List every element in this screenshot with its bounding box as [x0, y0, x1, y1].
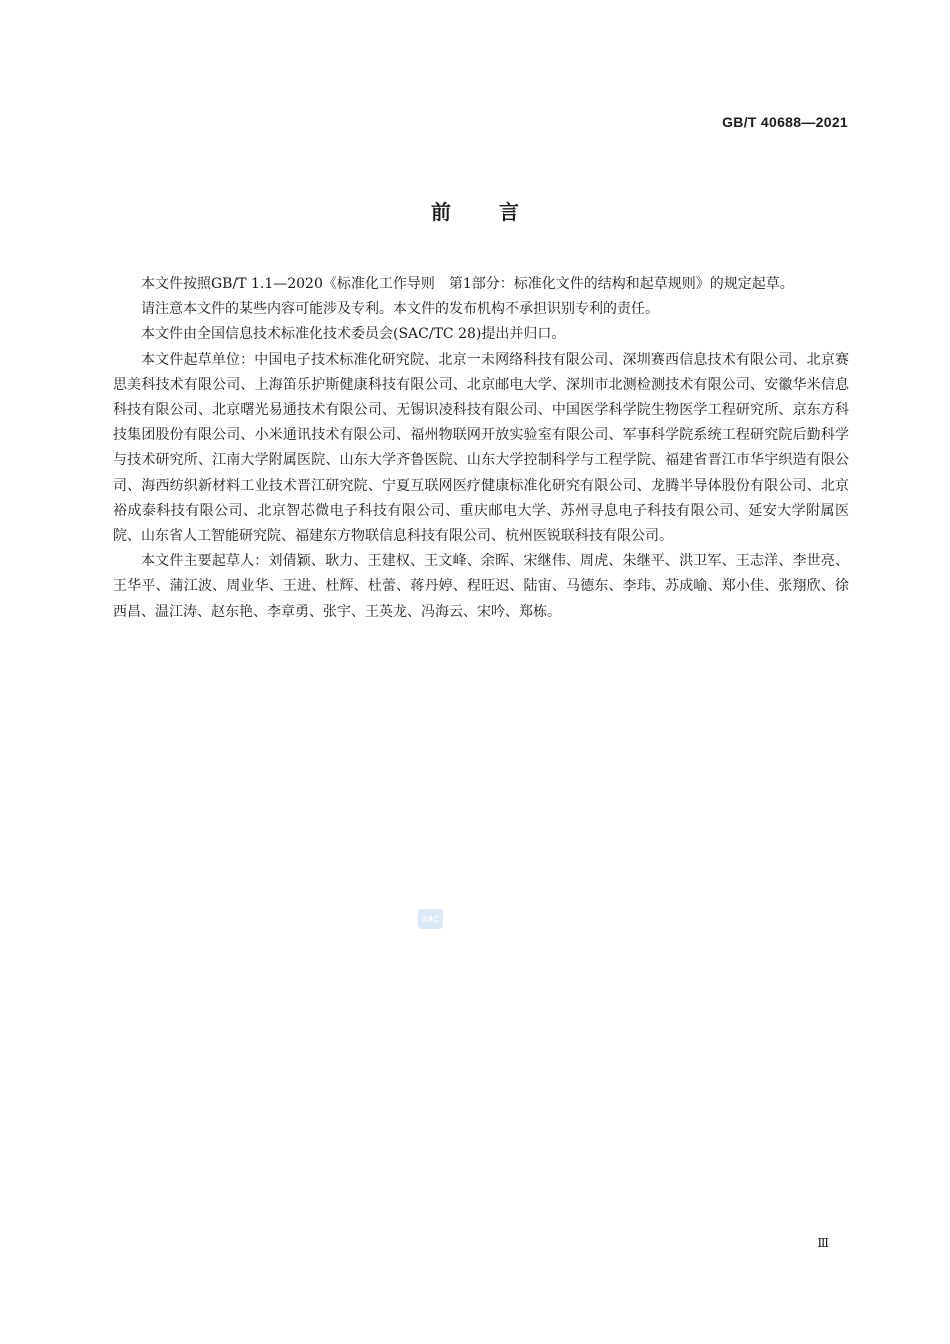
paragraph-drafting-units: 本文件起草单位：中国电子技术标准化研究院、北京一未网络科技有限公司、深圳赛西信息技术有限公司、北京赛思美科技术有限公司、上海笛乐护斯健康科技有限公司、北京邮电大学、深圳市北测检测技术有限公司、安徽华米信息科技有限公司、北京曙光易通技术有限公司、无锡识凌科技有限公司、中国医学科学院生物医学工程研究所、京东方科技集团股份有限公司、小米通讯技术有限公司、福州物联网开放实验室有限公司、军事科学院系统工程研究院后勤科学与技术研究所、江南大学附属医院、山东大学齐鲁医院、山东大学控制科学与工程学院、福建省晋江市华宇织造有限公司、海西纺织新材料工业技术晋江研究院、宁夏互联网医疗健康标准化研究有限公司、龙腾半导体股份有限公司、北京裕成泰科技有限公司、北京智芯微电子科技有限公司、重庆邮电大学、苏州寻息电子科技有限公司、延安大学附属医院、山东省人工智能研究院、福建东方物联信息科技有限公司、杭州医锐联科技有限公司。	[113, 351, 849, 545]
foreword-body	[113, 272, 849, 625]
paragraph-drafters: 本文件主要起草人：刘倩颖、耿力、王建权、王文峰、余晖、宋继伟、周虎、朱继平、洪卫军、王志洋、李世亮、王华平、蒲江波、周业华、王进、杜辉、杜蕾、蒋丹婷、程旺迟、陆宙、马德东、李玮、苏成喻、郑小佳、张翔欣、徐西昌、温江涛、赵东艳、李章勇、张宇、王英龙、冯海云、宋吟、郑栋。	[113, 553, 849, 620]
page-title: 前言	[431, 200, 567, 224]
watermark-label: SAC	[422, 915, 439, 924]
page-number: Ⅲ	[817, 1236, 829, 1250]
sac-logo-icon	[417, 907, 444, 931]
paragraph-drafting-rules: 本文件按照GB/T 1.1—2020《标准化工作导则 第1部分：标准化文件的结构和起草规则》的规定起草。	[141, 276, 794, 292]
paragraph-patent-notice: 请注意本文件的某些内容可能涉及专利。本文件的发布机构不承担识别专利的责任。	[141, 301, 659, 318]
paragraph-proposer: 本文件由全国信息技术标准化技术委员会(SAC/TC 28)提出并归口。	[141, 326, 566, 343]
sac-logo-watermark	[417, 907, 444, 931]
standard-code: GB/T 40688—2021	[722, 114, 848, 130]
